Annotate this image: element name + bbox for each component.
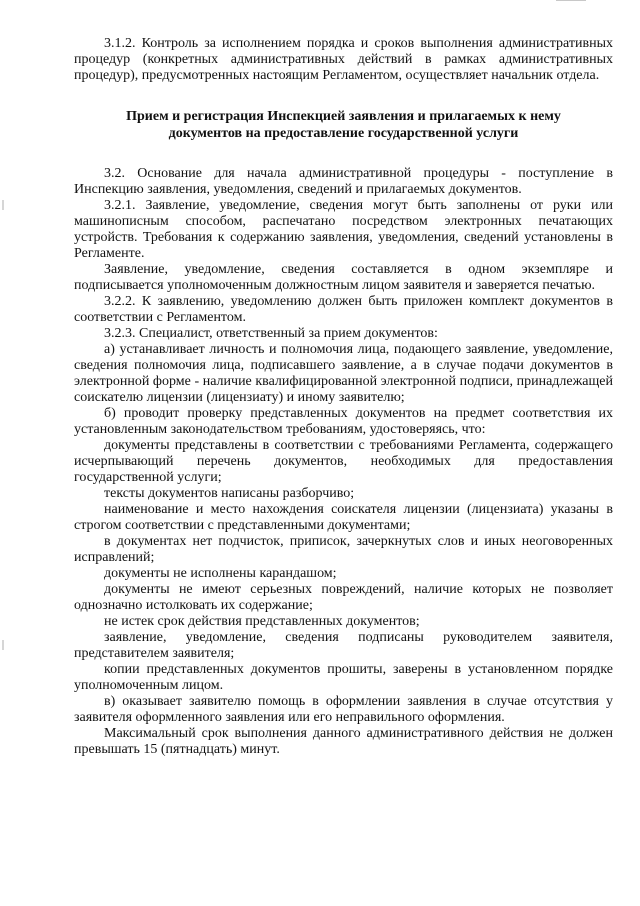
check-item: документы представлены в соответствии с требованиями Регламента, содержащего исчерпывающий перечень документов, необходимых для предоставления государственной услуги; bbox=[74, 438, 613, 485]
section-heading: Прием и регистрация Инспекцией заявления и прилагаемых к нему документов на предоставление государственной услуги bbox=[126, 109, 561, 141]
check-item: не истек срок действия представленных документов; bbox=[104, 614, 420, 629]
paragraph-3-2: 3.2. Основание для начала административной процедуры - поступление в Инспекцию заявления, уведомления, сведений и прилагаемых документов. bbox=[74, 166, 613, 197]
check-item: наименование и место нахождения соискателя лицензии (лицензиата) указаны в строгом соответствии с представленными документами; bbox=[74, 502, 613, 533]
scan-artifact-left bbox=[2, 640, 4, 650]
list-item-b: б) проводит проверку представленных документов на предмет соответствия их установленным законодательством требованиям, удостоверяясь, что: bbox=[74, 406, 613, 437]
check-item: в документах нет подчисток, приписок, зачеркнутых слов и иных неоговоренных исправлений; bbox=[74, 534, 613, 565]
paragraph-3-2-1: 3.2.1. Заявление, уведомление, сведения могут быть заполнены от руки или машинописным способом, распечатано посредством электронных печатающих устройств. Требования к содержанию заявления, уведомления, сведений установлены в Регламенте. bbox=[74, 198, 613, 261]
scan-artifact-left bbox=[2, 200, 4, 210]
check-item: заявление, уведомление, сведения подписаны руководителем заявителя, представителем заявителя; bbox=[74, 630, 613, 661]
list-item-c: в) оказывает заявителю помощь в оформлении заявления в случае отсутствия у заявителя оформленного заявления или его неправильного оформления. bbox=[74, 694, 613, 725]
check-item: документы не исполнены карандашом; bbox=[104, 566, 337, 581]
scan-artifact-top bbox=[556, 0, 586, 4]
list-item-a: а) устанавливает личность и полномочия лица, подающего заявление, уведомление, сведения полномочия лица, подписавшего заявление, а в случае подачи документов в электронной форме - наличие квалифицированной электронной подписи, принадлежащей соискателю лицензии (лицензиату) и иному заявителю; bbox=[74, 342, 613, 405]
section-body bbox=[74, 166, 613, 758]
check-item: документы не имеют серьезных повреждений, наличие которых не позволяет однозначно истолковать их содержание; bbox=[74, 582, 613, 613]
paragraph-3-2-3: 3.2.3. Специалист, ответственный за прием документов: bbox=[104, 326, 438, 341]
paragraph-3-2-2: 3.2.2. К заявлению, уведомлению должен быть приложен комплект документов в соответствии с Регламентом. bbox=[74, 294, 613, 325]
check-item: тексты документов написаны разборчиво; bbox=[104, 486, 355, 501]
paragraph-signature: Заявление, уведомление, сведения составляется в одном экземпляре и подписывается уполномоченным должностным лицом заявителя и заверяется печатью. bbox=[74, 262, 613, 293]
check-item: копии представленных документов прошиты, заверены в установленном порядке уполномоченным лицом. bbox=[74, 662, 613, 693]
paragraph-3-1-2: 3.1.2. Контроль за исполнением порядка и сроков выполнения административных процедур (конкретных административных действий в рамках административных процедур), предусмотренных настоящим Регламентом, осуществляет начальник отдела. bbox=[74, 36, 613, 83]
paragraph-max-time: Максимальный срок выполнения данного административного действия не должен превышать 15 (пятнадцать) минут. bbox=[74, 726, 613, 757]
